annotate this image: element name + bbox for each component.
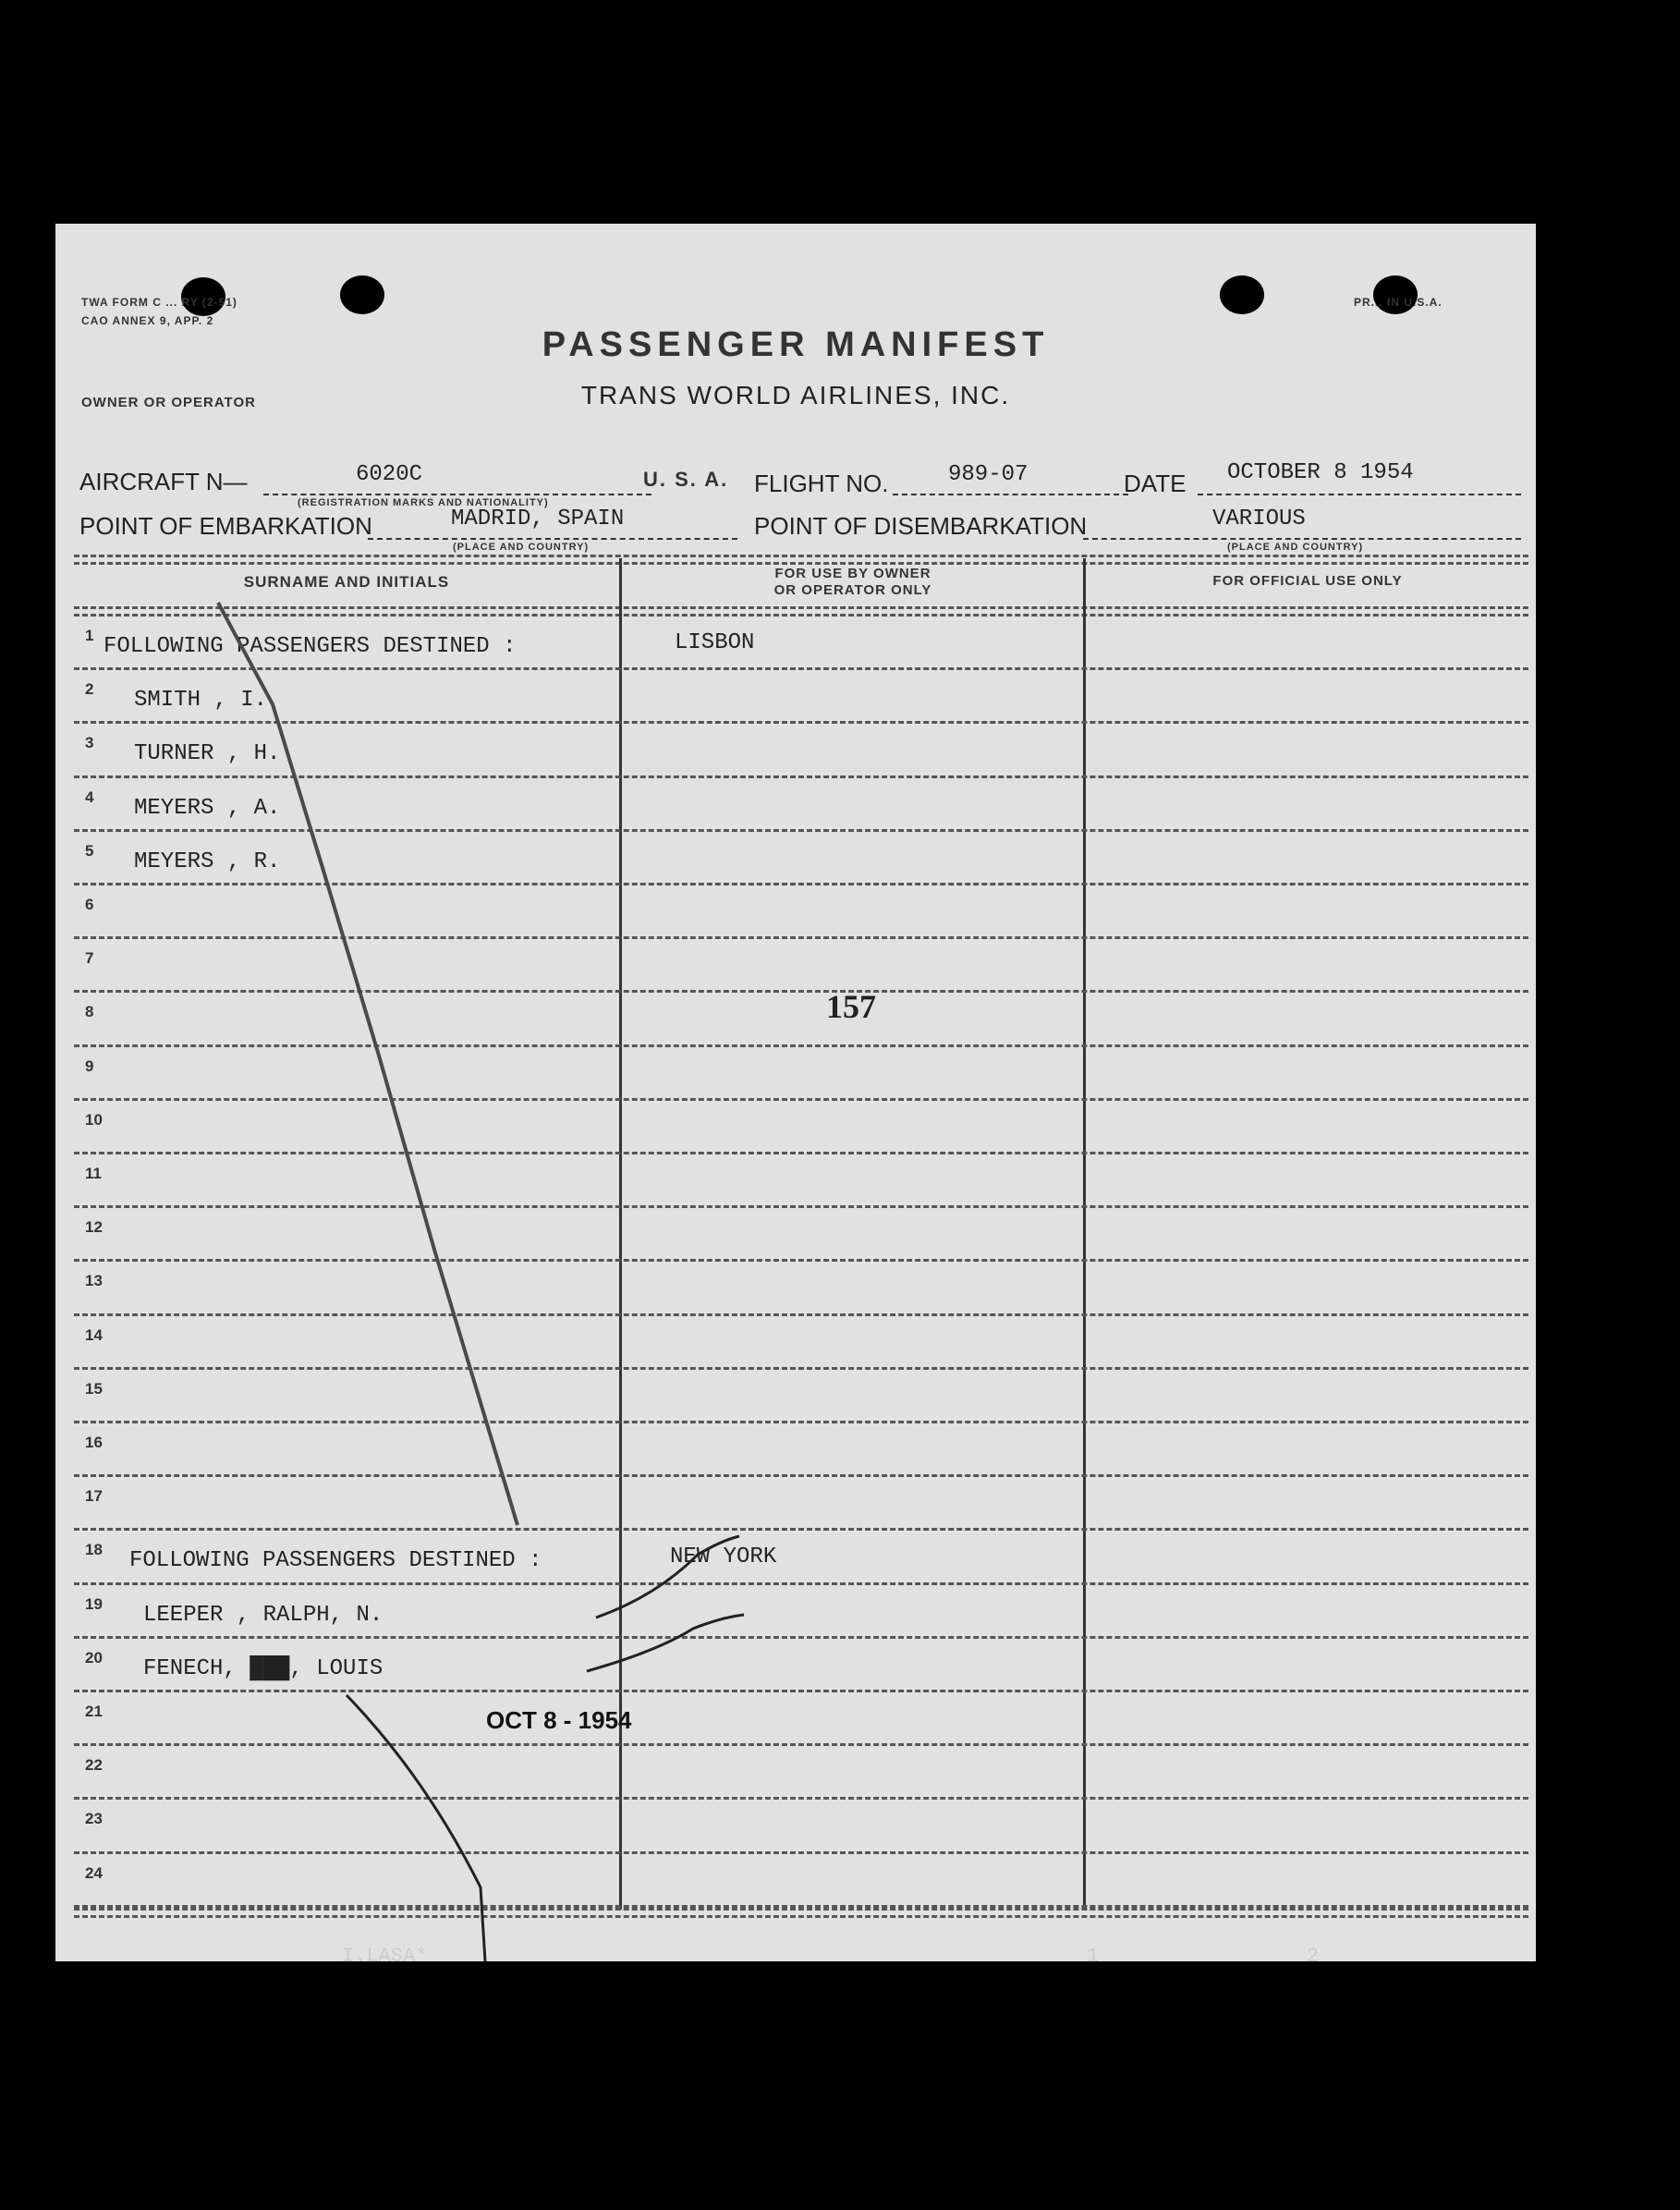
row-number: 3 [85, 734, 94, 752]
punch-hole-2 [340, 275, 384, 314]
column-divider-2 [1083, 558, 1086, 1910]
row-rule [74, 1636, 1528, 1639]
aircraft-underline [263, 494, 651, 495]
row-destination: LISBON [675, 630, 755, 655]
row-number: 9 [85, 1056, 94, 1075]
table-bottom-rule-1 [74, 1908, 1528, 1911]
row-rule [74, 1152, 1528, 1154]
row-number: 13 [85, 1272, 103, 1290]
row-rule [74, 1098, 1528, 1101]
row-number: 20 [85, 1648, 103, 1667]
date-value: OCTOBER 8 1954 [1227, 460, 1414, 485]
disembarkation-sub-label: (PLACE AND COUNTRY) [1227, 542, 1364, 553]
header-bottom-rule-2 [74, 614, 1528, 617]
date-stamp: OCT 8 - 1954 [486, 1706, 632, 1734]
table-bottom-rule-2 [74, 1915, 1528, 1918]
row-surname: LEEPER , RALPH, N. [143, 1602, 383, 1628]
row-rule [74, 1367, 1528, 1370]
form-code-line-2: CAO ANNEX 9, APP. 2 [81, 314, 214, 327]
manifest-sheet [55, 224, 1536, 1961]
row-number: 12 [85, 1218, 103, 1237]
row-number: 19 [85, 1594, 103, 1613]
row-number: 1 [85, 627, 94, 644]
row-rule [74, 1797, 1528, 1800]
row-rule [74, 1528, 1528, 1531]
row-rule [74, 1743, 1528, 1746]
row-number: 22 [85, 1756, 103, 1775]
row-surname: MEYERS , R. [134, 849, 281, 874]
row-rule [74, 1690, 1528, 1692]
page-title: PASSENGER MANIFEST [542, 325, 1050, 364]
footer-left-text: I.LASA* [342, 1945, 428, 1968]
row-rule [74, 1044, 1528, 1047]
row-surname: FENECH, ███, LOUIS [143, 1655, 383, 1681]
row-number: 18 [85, 1541, 103, 1559]
page-number-annotation: 157 [826, 988, 876, 1025]
row-rule [74, 883, 1528, 885]
row-rule [74, 1205, 1528, 1208]
row-number: 2 [85, 680, 94, 699]
row-number: 14 [85, 1325, 103, 1344]
row-number: 10 [85, 1110, 103, 1129]
row-surname: FOLLOWING PASSENGERS DESTINED : [103, 634, 517, 659]
row-surname: TURNER , H. [134, 741, 281, 767]
flight-number-value: 989-07 [948, 462, 1029, 487]
row-number: 11 [85, 1165, 102, 1182]
row-rule [74, 936, 1528, 939]
row-surname: SMITH , I. [134, 688, 268, 714]
disembarkation-underline [1083, 538, 1521, 540]
printed-in-label: PR... IN U.S.A. [1354, 296, 1443, 309]
date-label: DATE [1124, 470, 1187, 497]
row-number: 17 [85, 1487, 103, 1506]
row-surname: FOLLOWING PASSENGERS DESTINED : [129, 1548, 542, 1574]
row-rule [74, 667, 1528, 670]
airline-name: TRANS WORLD AIRLINES, INC. [580, 381, 1011, 409]
header-bottom-rule-1 [74, 606, 1528, 609]
row-rule [74, 1851, 1528, 1854]
row-rule [74, 990, 1528, 993]
row-number: 15 [85, 1379, 103, 1398]
row-rule [74, 775, 1528, 778]
row-number: 7 [85, 949, 94, 968]
row-rule [74, 721, 1528, 724]
disembarkation-label: POINT OF DISEMBARKATION [754, 512, 1088, 540]
row-rule [74, 1582, 1528, 1585]
row-surname: MEYERS , A. [134, 795, 281, 821]
owner-operator-label: OWNER OR OPERATOR [81, 395, 256, 410]
form-code-line-1: TWA FORM C ... RY (2-51) [81, 296, 237, 309]
row-number: 23 [85, 1810, 103, 1828]
row-number: 16 [85, 1434, 103, 1451]
row-rule [74, 1421, 1528, 1423]
column-header-owner-use-2: OR OPERATOR ONLY [773, 582, 932, 598]
row-destination: NEW YORK [670, 1545, 777, 1570]
row-number: 4 [85, 788, 94, 806]
row-number: 8 [85, 1003, 94, 1021]
column-header-surname: SURNAME AND INITIALS [243, 573, 450, 591]
column-header-owner-use-1: FOR USE BY OWNER [774, 566, 931, 581]
embarkation-value: MADRID, SPAIN [451, 507, 625, 531]
row-rule [74, 829, 1528, 832]
disembarkation-value: VARIOUS [1212, 507, 1306, 531]
table-top-rule-1 [74, 555, 1528, 557]
aircraft-sub-label: (REGISTRATION MARKS AND NATIONALITY) [298, 497, 549, 508]
embarkation-label: POINT OF EMBARKATION [79, 512, 372, 540]
aircraft-label: AIRCRAFT N— [79, 468, 248, 495]
row-number: 21 [85, 1703, 103, 1720]
row-rule [74, 1313, 1528, 1316]
embarkation-underline [368, 538, 737, 540]
row-number: 5 [85, 841, 94, 860]
row-number: 24 [85, 1863, 103, 1882]
row-rule [74, 1259, 1528, 1262]
punch-hole-3 [1220, 275, 1264, 314]
footer-right-text: 2 [1307, 1945, 1320, 1968]
usa-label: U. S. A. [643, 468, 729, 491]
aircraft-value: 6020C [356, 462, 423, 487]
date-underline [1198, 494, 1521, 495]
row-rule [74, 1474, 1528, 1477]
column-header-official: FOR OFFICIAL USE ONLY [1212, 573, 1403, 589]
footer-middle-text: 1 [1087, 1945, 1100, 1968]
row-number: 6 [85, 896, 94, 913]
table-top-rule-2 [74, 562, 1528, 565]
flight-number-label: FLIGHT NO. [754, 470, 889, 497]
flight-underline [893, 494, 1128, 495]
embarkation-sub-label: (PLACE AND COUNTRY) [453, 542, 590, 553]
